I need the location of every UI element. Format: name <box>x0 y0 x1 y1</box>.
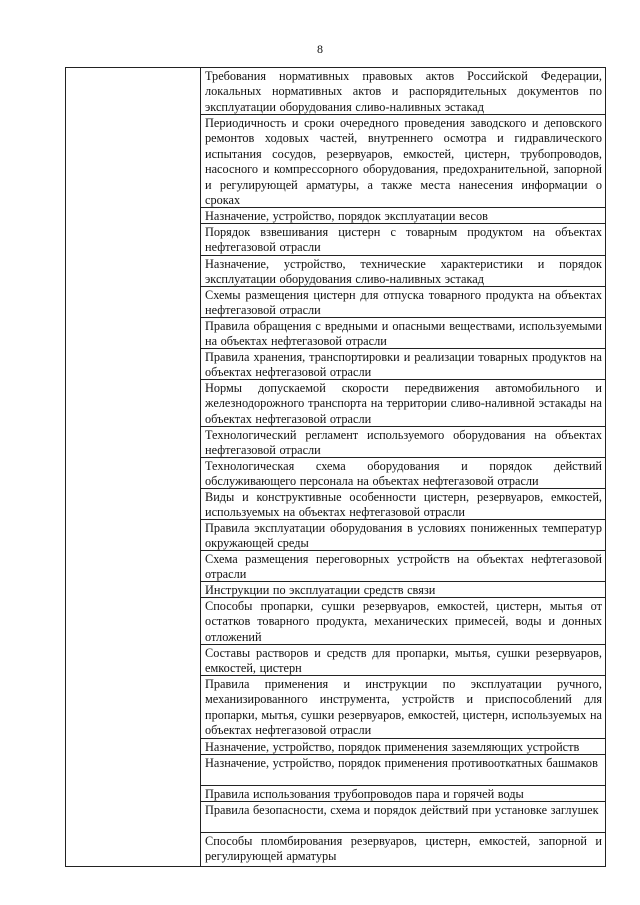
table-row: Технологический регламент используемого оборудования на объектах нефтегазовой отрасли <box>201 427 605 458</box>
table-row: Виды и конструктивные особенности цистерн, резервуаров, емкостей, используемых на объектах нефтегазовой отрасли <box>201 489 605 520</box>
table-row: Назначение, устройство, порядок применения противооткатных башмаков <box>201 755 605 786</box>
table-row: Способы пломбирования резервуаров, цистерн, емкостей, запорной и регулирующей арматуры <box>205 834 602 864</box>
table-row: Технологическая схема оборудования и порядок действий обслуживающего персонала на объектах нефтегазовой отрасли <box>201 458 605 489</box>
table-row: Назначение, устройство, порядок применения заземляющих устройств <box>201 739 605 755</box>
table-row: Правила обращения с вредными и опасными веществами, используемыми на объектах нефтегазовой отрасли <box>201 318 605 349</box>
table-row: Правила эксплуатации оборудования в условиях пониженных температур окружающей среды <box>201 520 605 551</box>
table-row: Правила использования трубопроводов пара и горячей воды <box>201 786 605 802</box>
table-row: Порядок взвешивания цистерн с товарным продуктом на объектах нефтегазовой отрасли <box>201 224 605 256</box>
table-row: Схема размещения переговорных устройств на объектах нефтегазовой отрасли <box>201 551 605 582</box>
table-left-column <box>66 68 201 866</box>
table-row: Правила применения и инструкции по эксплуатации ручного, механизированного инструмента, устройств и приспособлений для пропарки, мытья, сушки резервуаров, емкостей, цистерн, используемых на объектах нефтегазовой отрасли <box>201 676 605 739</box>
requirements-table <box>65 67 606 867</box>
table-row: Схемы размещения цистерн для отпуска товарного продукта на объектах нефтегазовой отрасли <box>201 287 605 318</box>
table-row: Назначение, устройство, технические характеристики и порядок эксплуатации оборудования сливо-наливных эстакад <box>201 256 605 287</box>
table-row: Способы пропарки, сушки резервуаров, емкостей, цистерн, мытья от остатков товарного продукта, механических примесей, воды и донных отложений <box>201 598 605 645</box>
table-row: Нормы допускаемой скорости передвижения автомобильного и железнодорожного транспорта на территории сливо-наливной эстакады на объектах нефтегазовой отрасли <box>201 380 605 427</box>
table-row: Правила хранения, транспортировки и реализации товарных продуктов на объектах нефтегазовой отрасли <box>201 349 605 380</box>
table-row: Инструкции по эксплуатации средств связи <box>201 582 605 598</box>
table-row: Назначение, устройство, порядок эксплуатации весов <box>201 208 605 224</box>
table-row: Правила безопасности, схема и порядок действий при установке заглушек <box>201 802 605 833</box>
page-number: 8 <box>317 42 323 56</box>
table-row: Требования нормативных правовых актов Российской Федерации, локальных нормативных актов и распорядительных документов по эксплуатации оборудования сливо-наливных эстакад <box>201 68 605 115</box>
table-row: Периодичность и сроки очередного проведения заводского и деповского ремонтов ходовых частей, внутреннего осмотра и гидравлического испытания сосудов, резервуаров, емкостей, цистерн, трубопроводов, насосного и компрессорного оборудования, предохранительной, запорной и регулирующей арматуры, а также места нанесения информации о сроках <box>201 115 605 208</box>
table-row: Составы растворов и средств для пропарки, мытья, сушки резервуаров, емкостей, цистерн <box>201 645 605 676</box>
table-right-column <box>201 68 605 866</box>
